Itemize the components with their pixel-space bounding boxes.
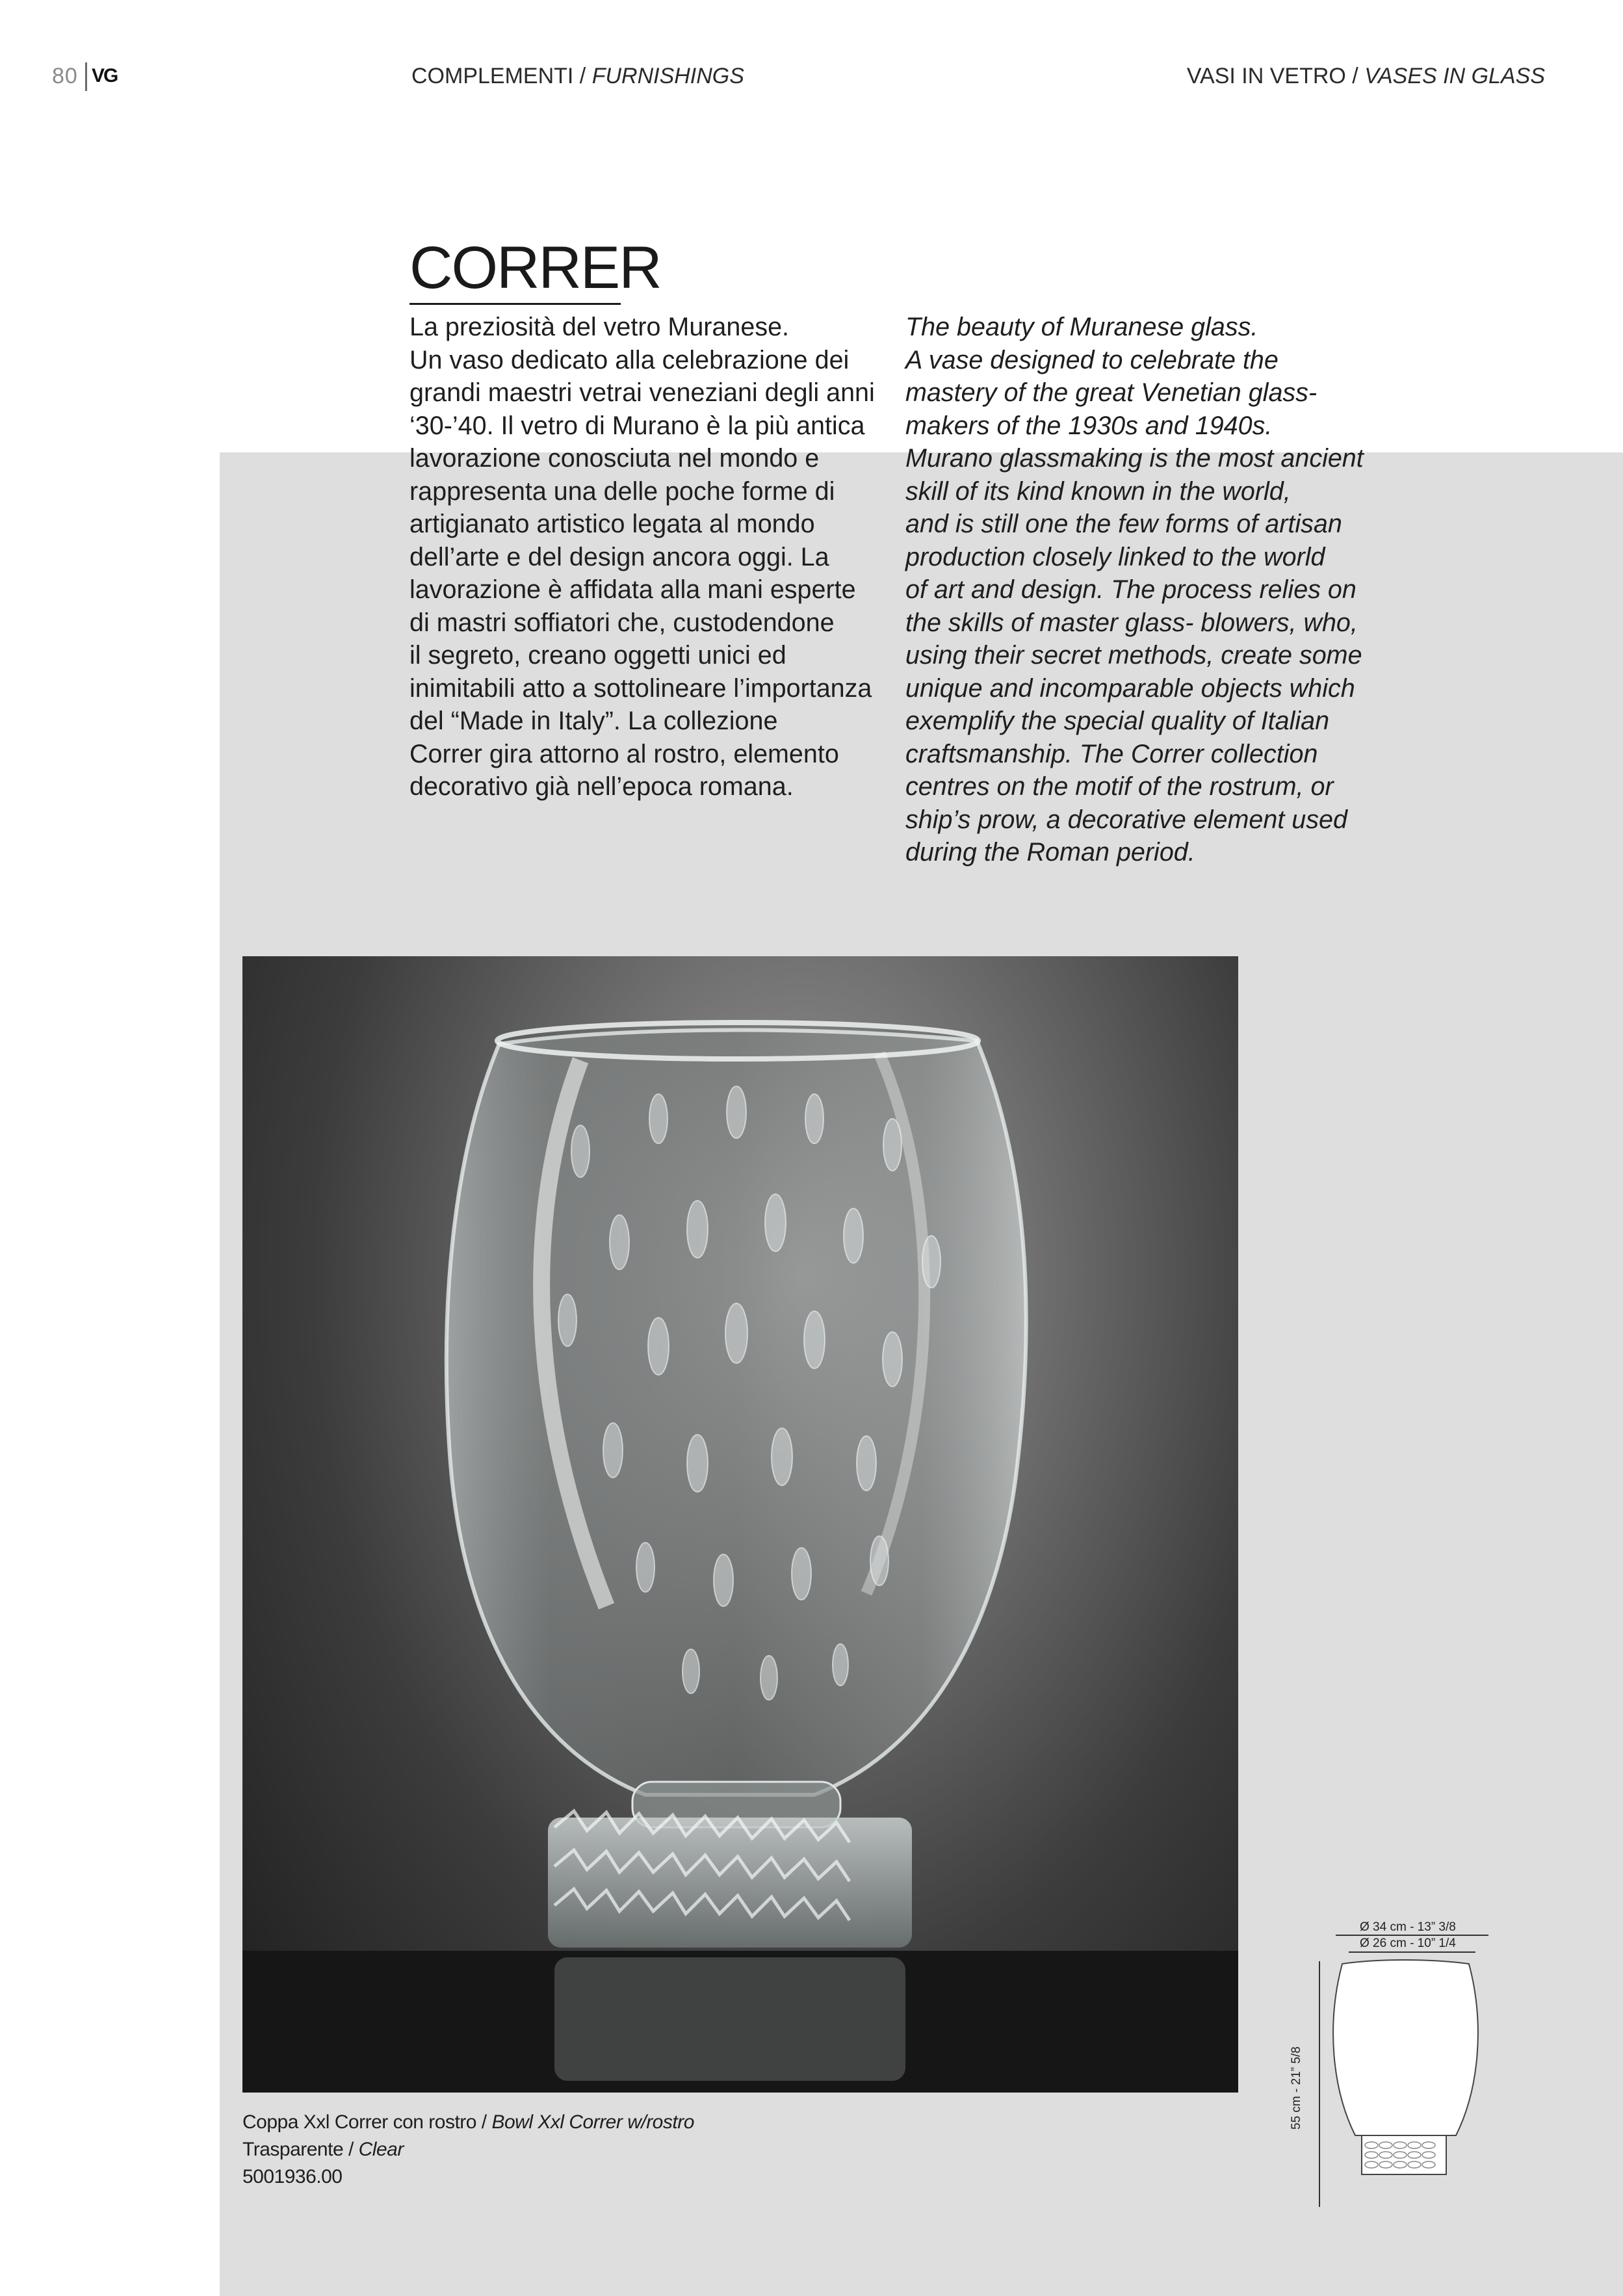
description-line: exemplify the special quality of Italian [905, 707, 1330, 735]
description-line: craftsmanship. The Correr collection [905, 739, 1318, 768]
description-italian [409, 311, 890, 803]
description-line: lavorazione conosciuta nel mondo e [409, 444, 820, 473]
description-line: the skills of master glass- blowers, who, [905, 608, 1358, 637]
caption-name-en: Bowl Xxl Correr w/rostro [491, 2111, 694, 2133]
dimension-height: 55 cm - 21” 5/8 [1290, 2046, 1303, 2130]
category-heading [1187, 64, 1545, 89]
product-photo [242, 956, 1238, 2093]
description-line: del “Made in Italy”. La collezione [409, 707, 778, 735]
title-underline [409, 303, 621, 305]
description-line: di mastri soffiatori che, custodendone [409, 608, 835, 637]
description-line: Un vaso dedicato alla celebrazione dei [409, 345, 850, 374]
description-english [905, 311, 1399, 869]
page-number: 80 [52, 64, 78, 88]
description-line: A vase designed to celebrate the [905, 345, 1279, 374]
description-line: using their secret methods, create some [905, 641, 1362, 670]
description-line: skill of its kind known in the world, [905, 476, 1291, 506]
caption-name-it: Coppa Xxl Correr con rostro / [242, 2111, 492, 2133]
caption-finish [242, 2139, 404, 2161]
description-line: rappresenta una delle poche forme di [409, 476, 835, 506]
description-line: il segreto, creano oggetti unici ed [409, 641, 786, 670]
description-line: centres on the motif of the rostrum, or [905, 772, 1334, 801]
dimension-diameter-top: Ø 34 cm - 13” 3/8 [1360, 1920, 1456, 1934]
description-line: La preziosità del vetro Muranese. [409, 313, 790, 341]
brand-logo: VG [92, 65, 118, 86]
description-line: The beauty of Muranese glass. [905, 313, 1258, 341]
glass-vase-illustration [242, 956, 1238, 2093]
description-line: grandi maestri vetrai veneziani degli anni [409, 378, 875, 407]
description-line: artigianato artistico legata al mondo [409, 510, 815, 538]
description-line: makers of the 1930s and 1940s. [905, 411, 1273, 440]
description-line: and is still one the few forms of artisan [905, 510, 1342, 538]
caption-product-code: 5001936.00 [242, 2166, 343, 2187]
caption-product-name [242, 2111, 694, 2133]
section-label: COMPLEMENTI / [411, 64, 592, 88]
caption-finish-it: Trasparente / [242, 2139, 359, 2160]
technical-drawing [1300, 1914, 1495, 2213]
description-line: Murano glassmaking is the most ancient [905, 444, 1364, 473]
category-label-en: VASES IN GLASS [1364, 64, 1545, 88]
description-line: ‘30-’40. Il vetro di Murano è la più antica [409, 411, 865, 440]
description-line: unique and incomparable objects which [905, 673, 1355, 703]
description-line: ship’s prow, a decorative element used [905, 805, 1347, 834]
section-heading [411, 64, 744, 89]
dimension-diameter-base: Ø 26 cm - 10” 1/4 [1360, 1937, 1456, 1950]
description-line: during the Roman period. [905, 838, 1195, 867]
description-line: mastery of the great Venetian glass- [905, 378, 1318, 407]
description-line: lavorazione è affidata alla mani esperte [409, 575, 856, 604]
caption-finish-en: Clear [358, 2139, 404, 2160]
description-line: decorativo già nell’epoca romana. [409, 772, 794, 801]
description-line: production closely linked to the world [905, 542, 1325, 571]
category-label: VASI IN VETRO / [1186, 64, 1365, 88]
header-divider [85, 62, 87, 91]
product-title: CORRER [409, 235, 661, 301]
description-line: of art and design. The process relies on [905, 575, 1357, 604]
description-line: dell’arte e del design ancora oggi. La [409, 542, 829, 571]
description-line: inimitabili atto a sottolineare l’importanza [409, 673, 872, 703]
section-label-en: FURNISHINGS [591, 64, 744, 88]
description-line: Correr gira attorno al rostro, elemento [409, 739, 839, 768]
